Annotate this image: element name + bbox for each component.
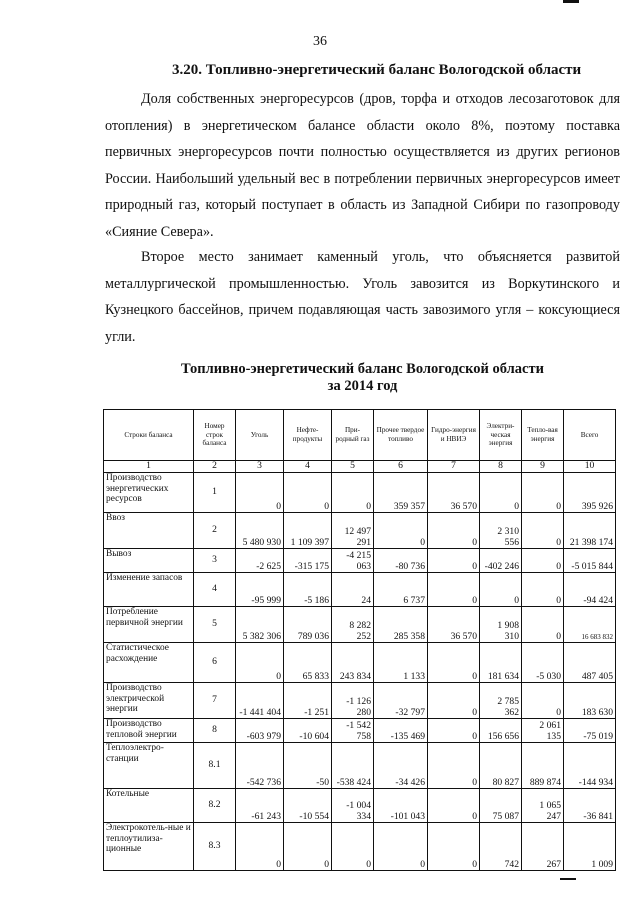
column-number: 10 — [564, 461, 616, 473]
value-cell: 2 310 556 — [480, 513, 522, 549]
table-row — [104, 573, 616, 607]
row-label: Ввоз — [104, 513, 194, 549]
row-label: Статистическое расхождение — [104, 643, 194, 683]
value-cell: 0 — [428, 683, 480, 719]
row-label: Производство энергетических ресурсов — [104, 473, 194, 513]
value-cell: 0 — [428, 719, 480, 743]
value-cell: -101 043 — [374, 789, 428, 823]
value-cell: 8 282 252 — [332, 607, 374, 643]
value-cell: -1 004 334 — [332, 789, 374, 823]
value-cell: 21 398 174 — [564, 513, 616, 549]
value-cell: -542 736 — [236, 743, 284, 789]
table-title — [105, 361, 620, 395]
table-row — [104, 643, 616, 683]
value-cell: -1 441 404 — [236, 683, 284, 719]
column-number: 8 — [480, 461, 522, 473]
header-cell: Всего — [564, 410, 616, 461]
value-cell: 0 — [428, 643, 480, 683]
column-number-row — [104, 461, 616, 473]
value-cell: -5 015 844 — [564, 549, 616, 573]
column-number: 6 — [374, 461, 428, 473]
value-cell: 0 — [480, 573, 522, 607]
value-cell: 0 — [522, 607, 564, 643]
value-cell: -2 625 — [236, 549, 284, 573]
value-cell: 0 — [236, 643, 284, 683]
value-cell: -402 246 — [480, 549, 522, 573]
row-label: Котельные — [104, 789, 194, 823]
value-cell: -80 736 — [374, 549, 428, 573]
header-cell: Уголь — [236, 410, 284, 461]
value-cell: 0 — [428, 743, 480, 789]
value-cell: 0 — [236, 823, 284, 871]
table-row — [104, 549, 616, 573]
column-number: 9 — [522, 461, 564, 473]
table-body — [104, 473, 616, 871]
header-cell: Строки баланса — [104, 410, 194, 461]
row-label: Электрокотель-ные и теплоутилиза-ционные — [104, 823, 194, 871]
balance-table-wrapper — [103, 409, 615, 871]
value-cell: 181 634 — [480, 643, 522, 683]
value-cell: -34 426 — [374, 743, 428, 789]
column-number: 2 — [194, 461, 236, 473]
value-cell: -50 — [284, 743, 332, 789]
table-row — [104, 683, 616, 719]
table-row — [104, 743, 616, 789]
value-cell: -94 424 — [564, 573, 616, 607]
value-cell: 65 833 — [284, 643, 332, 683]
value-cell: 36 570 — [428, 473, 480, 513]
value-cell: -538 424 — [332, 743, 374, 789]
value-cell: 0 — [428, 573, 480, 607]
value-cell: 5 382 306 — [236, 607, 284, 643]
row-code: 4 — [194, 573, 236, 607]
value-cell: 0 — [522, 683, 564, 719]
value-cell: 1 009 — [564, 823, 616, 871]
value-cell: 5 480 930 — [236, 513, 284, 549]
header-cell: Тепло-вая энергия — [522, 410, 564, 461]
row-code: 6 — [194, 643, 236, 683]
value-cell: 0 — [332, 823, 374, 871]
table-row — [104, 789, 616, 823]
value-cell: -144 934 — [564, 743, 616, 789]
row-label: Вывоз — [104, 549, 194, 573]
value-cell: -75 019 — [564, 719, 616, 743]
paragraph-2-text: Второе место занимает каменный уголь, что объясняется развитой металлургической промышленностью. Уголь завозится из Воркутинского и Кузнецкого бассейнов, причем подавляющая часть завозимого угля – коксующиеся угли. — [105, 249, 620, 345]
header-cell: Прочее твердое топливо — [374, 410, 428, 461]
row-code: 8.2 — [194, 789, 236, 823]
row-code: 8 — [194, 719, 236, 743]
value-cell: -4 215 063 — [332, 549, 374, 573]
table-row — [104, 513, 616, 549]
value-cell: 0 — [428, 513, 480, 549]
value-cell: -10 604 — [284, 719, 332, 743]
row-code: 8.1 — [194, 743, 236, 789]
value-cell: 487 405 — [564, 643, 616, 683]
row-code: 5 — [194, 607, 236, 643]
value-cell: 0 — [480, 473, 522, 513]
row-label: Теплоэлектро-станции — [104, 743, 194, 789]
row-label: Потребление первичной энергии — [104, 607, 194, 643]
row-code: 8.3 — [194, 823, 236, 871]
value-cell: 12 497 291 — [332, 513, 374, 549]
value-cell: 80 827 — [480, 743, 522, 789]
column-number: 3 — [236, 461, 284, 473]
row-code: 1 — [194, 473, 236, 513]
value-cell: -1 542 758 — [332, 719, 374, 743]
value-cell: 16 683 832 — [564, 607, 616, 643]
section-heading: 3.20. Топливно-энергетический баланс Вологодской области — [172, 62, 582, 78]
value-cell: 359 357 — [374, 473, 428, 513]
value-cell: -1 251 — [284, 683, 332, 719]
header-cell: Гидро-энергия и НВИЭ — [428, 410, 480, 461]
table-row — [104, 823, 616, 871]
value-cell: -36 841 — [564, 789, 616, 823]
value-cell: 1 065 247 — [522, 789, 564, 823]
page-edge-mark — [563, 0, 579, 3]
value-cell: 0 — [428, 549, 480, 573]
value-cell: 243 834 — [332, 643, 374, 683]
header-cell: Номер строк баланса — [194, 410, 236, 461]
value-cell: -95 999 — [236, 573, 284, 607]
table-row — [104, 607, 616, 643]
paragraph-1-text: Доля собственных энергоресурсов (дров, торфа и отходов лесозаготовок для отопления) в энергетическом балансе области около 8%, поэтому поставка первичных энергоресурсов почти полностью осуществляется из других регионов России. Наибольший удельный вес в потреблении первичных энергоресурсов имеет природный газ, который поступает в область из Западной Сибири по газопроводу «Сияние Севера». — [105, 91, 620, 240]
value-cell: -10 554 — [284, 789, 332, 823]
balance-table — [103, 409, 616, 871]
value-cell: 267 — [522, 823, 564, 871]
value-cell: 0 — [374, 513, 428, 549]
value-cell: 1 908 310 — [480, 607, 522, 643]
value-cell: 183 630 — [564, 683, 616, 719]
row-code: 3 — [194, 549, 236, 573]
value-cell: 789 036 — [284, 607, 332, 643]
value-cell: -603 979 — [236, 719, 284, 743]
table-row — [104, 473, 616, 513]
value-cell: 24 — [332, 573, 374, 607]
column-number: 7 — [428, 461, 480, 473]
margin-mark — [560, 878, 576, 880]
value-cell: 0 — [428, 789, 480, 823]
row-code: 7 — [194, 683, 236, 719]
row-label: Изменение запасов — [104, 573, 194, 607]
row-label: Производство тепловой энергии — [104, 719, 194, 743]
value-cell: 0 — [522, 573, 564, 607]
value-cell: 395 926 — [564, 473, 616, 513]
value-cell: 2 785 362 — [480, 683, 522, 719]
value-cell: 2 061 135 — [522, 719, 564, 743]
value-cell: 0 — [332, 473, 374, 513]
value-cell: -5 030 — [522, 643, 564, 683]
value-cell: 6 737 — [374, 573, 428, 607]
table-header-row — [104, 410, 616, 461]
value-cell: 0 — [374, 823, 428, 871]
header-cell: Нефте-продукты — [284, 410, 332, 461]
value-cell: -61 243 — [236, 789, 284, 823]
value-cell: 0 — [284, 823, 332, 871]
header-cell: При-родный газ — [332, 410, 374, 461]
row-label: Производство электрической энергии — [104, 683, 194, 719]
value-cell: 0 — [522, 549, 564, 573]
column-number: 4 — [284, 461, 332, 473]
value-cell: 0 — [522, 513, 564, 549]
value-cell: 0 — [522, 473, 564, 513]
table-row — [104, 719, 616, 743]
value-cell: 889 874 — [522, 743, 564, 789]
column-number: 1 — [104, 461, 194, 473]
value-cell: -5 186 — [284, 573, 332, 607]
paragraph-1 — [105, 86, 620, 245]
header-cell: Электри-ческая энергия — [480, 410, 522, 461]
value-cell: 285 358 — [374, 607, 428, 643]
value-cell: 36 570 — [428, 607, 480, 643]
value-cell: -1 126 280 — [332, 683, 374, 719]
value-cell: 0 — [236, 473, 284, 513]
value-cell: 156 656 — [480, 719, 522, 743]
value-cell: -32 797 — [374, 683, 428, 719]
page-number: 36 — [313, 34, 327, 49]
value-cell: -135 469 — [374, 719, 428, 743]
table-title-line-2: за 2014 год — [327, 378, 398, 394]
value-cell: -315 175 — [284, 549, 332, 573]
column-number: 5 — [332, 461, 374, 473]
value-cell: 742 — [480, 823, 522, 871]
value-cell: 0 — [428, 823, 480, 871]
value-cell: 1 133 — [374, 643, 428, 683]
row-code: 2 — [194, 513, 236, 549]
value-cell: 0 — [284, 473, 332, 513]
value-cell: 75 087 — [480, 789, 522, 823]
table-title-line-1: Топливно-энергетический баланс Вологодской области — [181, 361, 544, 377]
paragraph-2 — [105, 244, 620, 350]
value-cell: 1 109 397 — [284, 513, 332, 549]
